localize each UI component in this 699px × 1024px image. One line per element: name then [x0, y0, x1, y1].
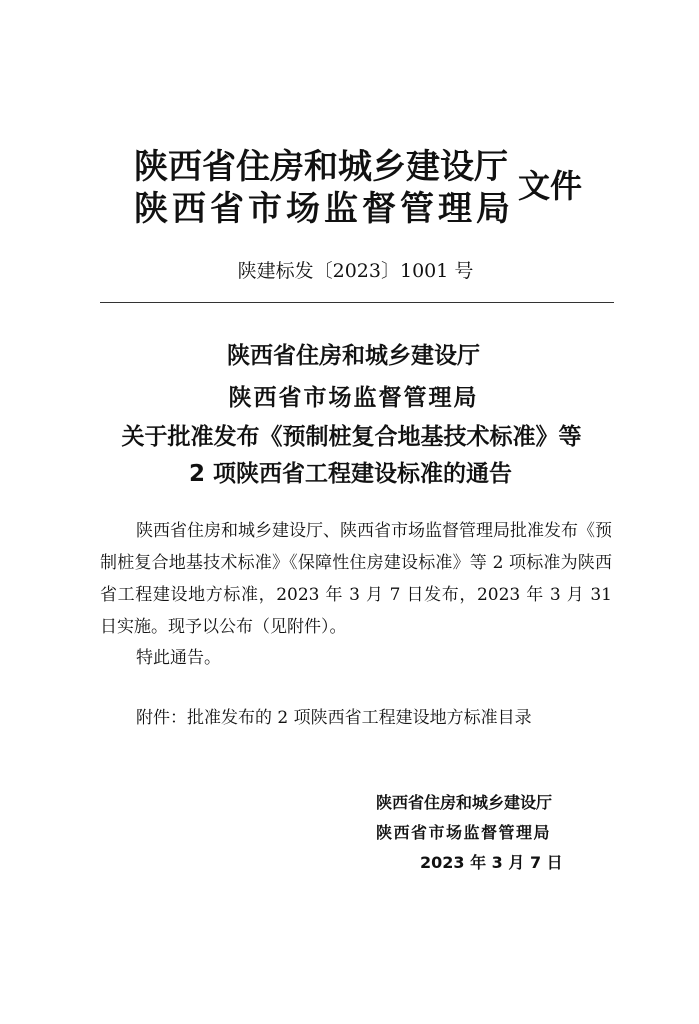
- notice-body-paragraph: 陕西省住房和城乡建设厅、陕西省市场监督管理局批准发布《预制桩复合地基技术标准》《保障性住房建设标准》等 2 项标准为陕西省工程建设地方标准，2023 年 3 月 7 日发布，2023 年 3 月 31 日实施。现予以公布（见附件）。: [100, 521, 612, 637]
- issuer-name-market: 陕西省市场监督管理局: [134, 189, 514, 229]
- signature-date: 2023 年 3 月 7 日: [420, 853, 563, 872]
- signature-issuer-housing: 陕西省住房和城乡建设厅: [376, 793, 553, 812]
- header-divider: [100, 302, 614, 303]
- notice-title-line-1: 陕西省住房和城乡建设厅: [227, 343, 480, 369]
- attachment-note: 附件：批准发布的 2 项陕西省工程建设地方标准目录: [136, 708, 532, 728]
- notice-title-line-2: 陕西省市场监督管理局: [228, 385, 479, 411]
- notice-closing: 特此通告。: [136, 648, 221, 668]
- notice-title-line-4: 2 项陕西省工程建设标准的通告: [188, 461, 512, 487]
- document-number: 陕建标发〔2023〕1001 号: [237, 260, 474, 282]
- notice-title-line-3: 关于批准发布《预制桩复合地基技术标准》等: [121, 424, 582, 450]
- issuer-name-housing: 陕西省住房和城乡建设厅: [134, 147, 508, 187]
- signature-issuer-market: 陕西省市场监督管理局: [376, 823, 552, 842]
- document-suffix: 文件: [518, 167, 583, 205]
